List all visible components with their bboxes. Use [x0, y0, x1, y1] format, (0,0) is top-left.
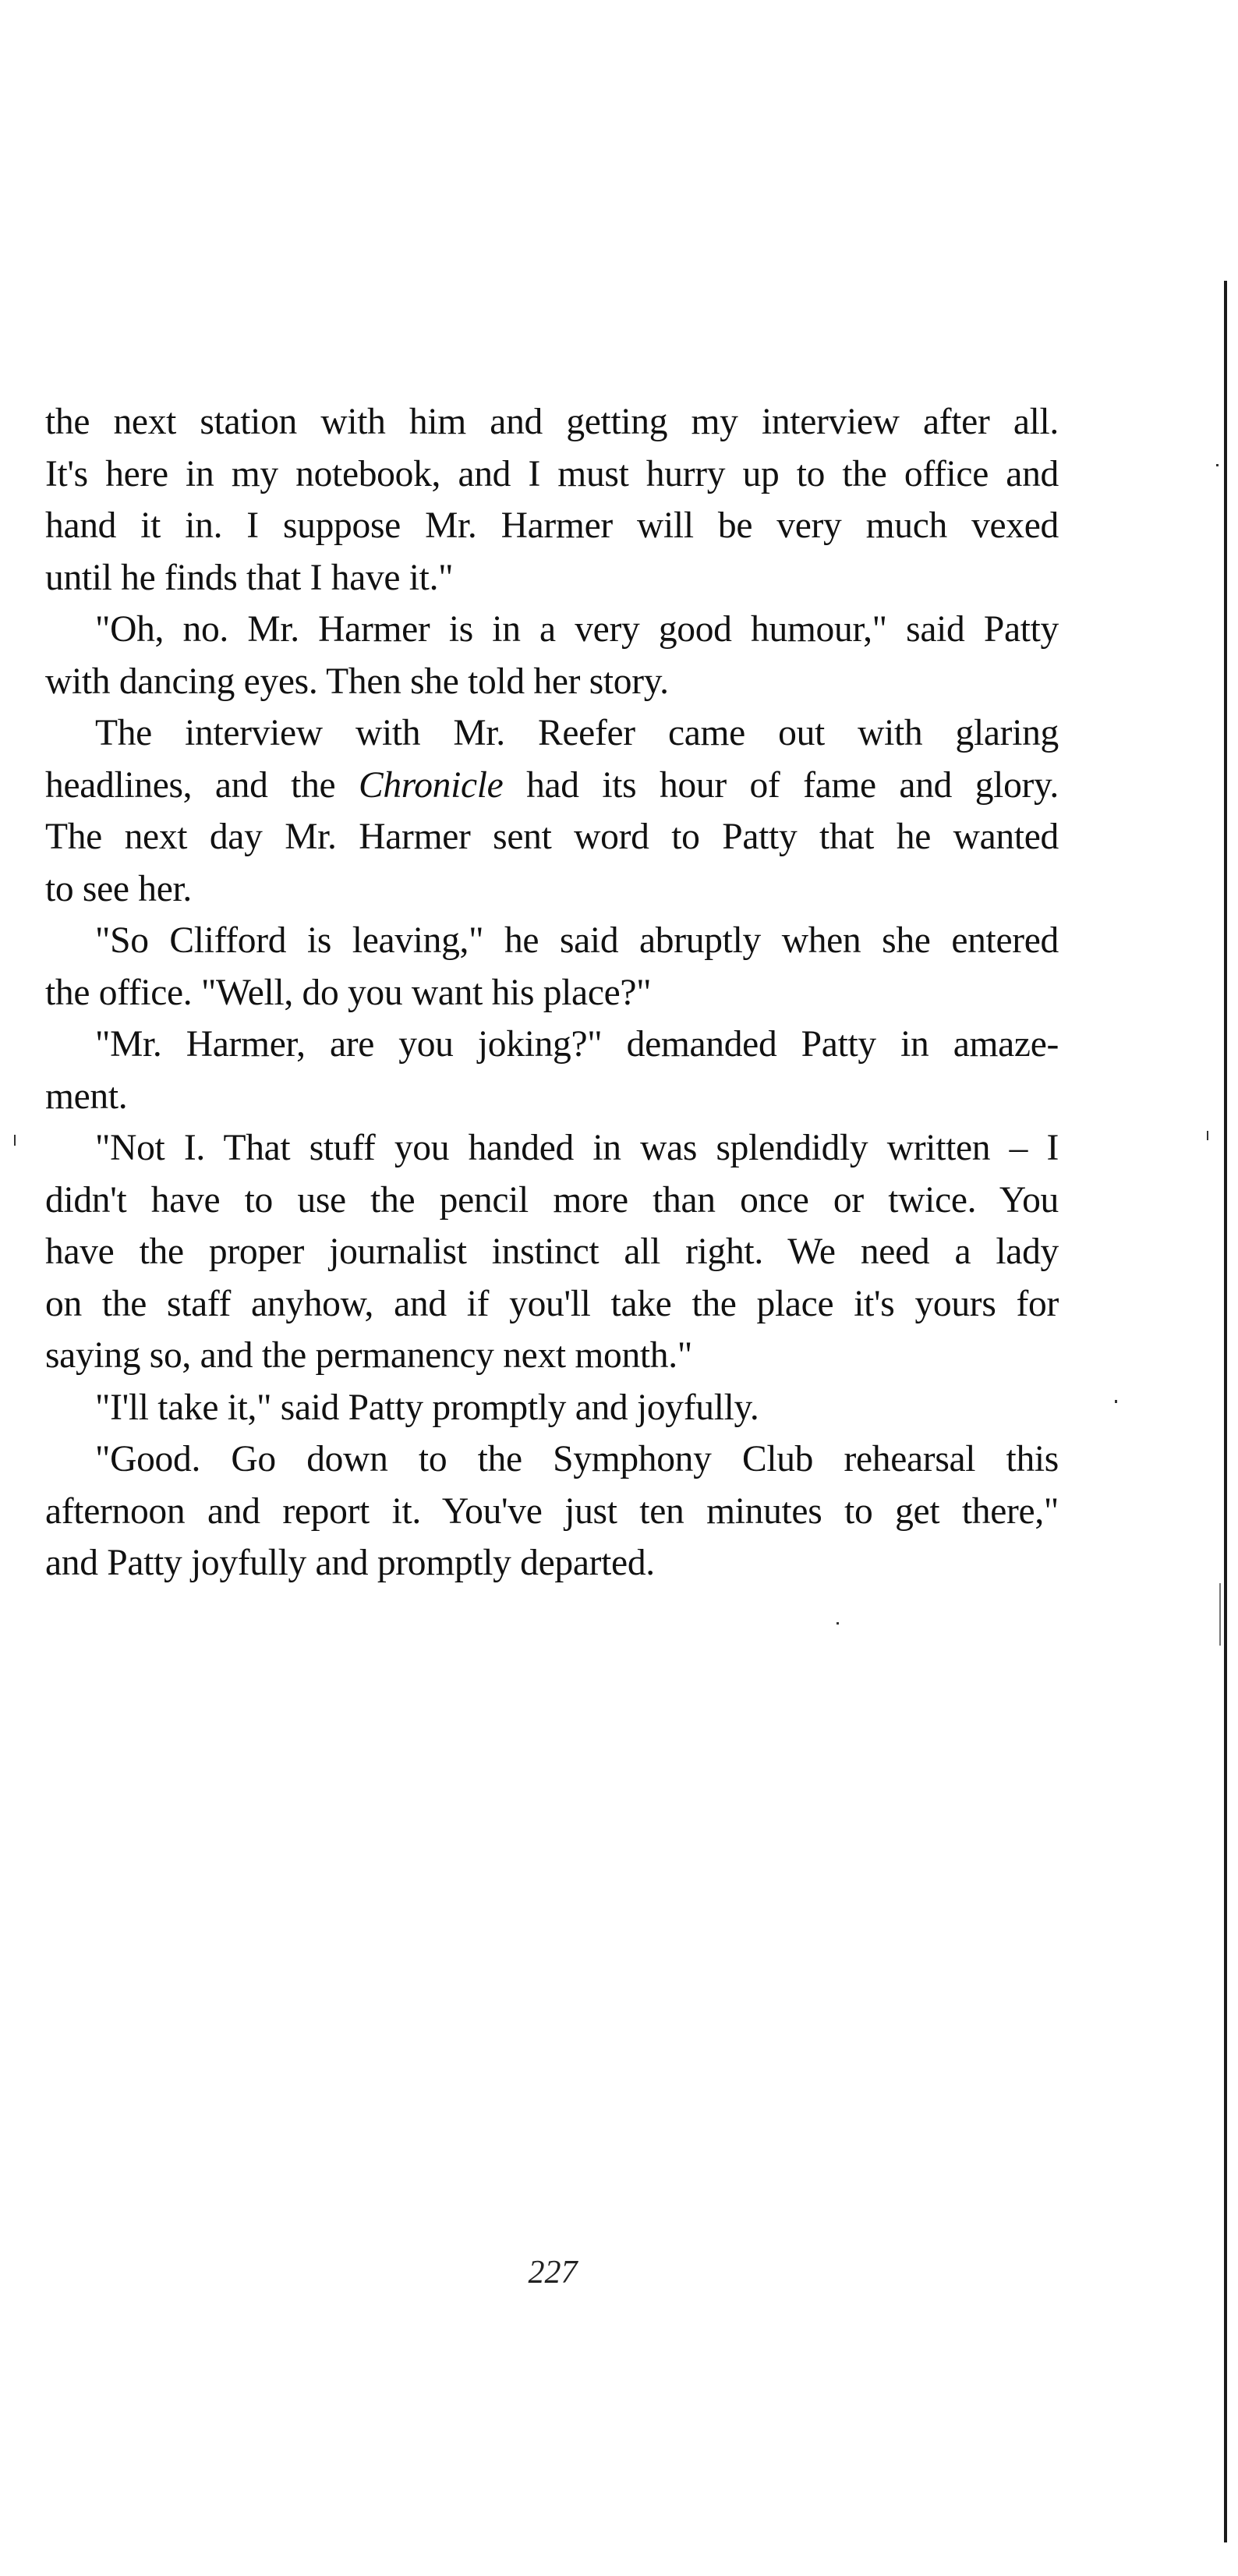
paragraph	[45, 1019, 1059, 1122]
text-line: hand it in. I suppose Mr. Harmer will be very much vexed	[45, 505, 1059, 546]
text-line: saying so, and the permanency next month."	[45, 1335, 692, 1376]
text-line: "I'll take it," said Patty promptly and joyfully.	[95, 1387, 759, 1428]
text-line: "Good. Go down to the Symphony Club rehearsal this	[95, 1439, 1059, 1479]
page-binding-edge	[1224, 281, 1227, 2542]
text-line: afternoon and report it. You've just ten minutes to get there,"	[45, 1490, 1059, 1532]
text-line: until he finds that I have it."	[45, 557, 454, 598]
scan-speck	[1207, 1131, 1208, 1140]
text-line: the office. "Well, do you want his place?"	[45, 972, 652, 1013]
paragraph	[45, 1382, 1059, 1434]
paragraph	[45, 915, 1059, 1019]
scan-speck	[837, 1622, 839, 1625]
text-line: "Not I. That stuff you handed in was splendidly written – I	[95, 1128, 1059, 1168]
text-line: with dancing eyes. Then she told her story.	[45, 661, 669, 702]
text-line: "Oh, no. Mr. Harmer is in a very good humour," said Patty	[95, 609, 1059, 650]
text-line: on the staff anyhow, and if you'll take the place it's yours for	[45, 1283, 1059, 1324]
page-binding-shadow	[1219, 1583, 1221, 1646]
page-number: 227	[528, 2255, 578, 2291]
paragraph	[45, 1433, 1059, 1589]
scan-speck	[1216, 464, 1219, 466]
paragraph	[45, 396, 1059, 604]
paragraph	[45, 604, 1059, 707]
text-line: headlines, and the Chronicle had its hour of fame and glory.	[45, 764, 1059, 806]
text-line: ment.	[45, 1075, 128, 1117]
scan-speck	[1115, 1400, 1117, 1403]
text-line: didn't have to use the pencil more than once or twice. You	[45, 1179, 1059, 1221]
text-line: "Mr. Harmer, are you joking?" demanded Patty in amaze-	[95, 1024, 1059, 1065]
text-line: The interview with Mr. Reefer came out with glaring	[95, 713, 1059, 753]
text-line: It's here in my notebook, and I must hurry up to the office and	[45, 453, 1059, 494]
text-line: to see her.	[45, 868, 192, 909]
text-line: have the proper journalist instinct all right. We need a lady	[45, 1231, 1059, 1272]
page-body-text	[45, 396, 1059, 1589]
text-line: the next station with him and getting my interview after all.	[45, 402, 1059, 442]
paragraph	[45, 707, 1059, 915]
text-line: "So Clifford is leaving," he said abruptly when she entered	[95, 920, 1059, 961]
paragraph	[45, 1122, 1059, 1382]
text-line: The next day Mr. Harmer sent word to Patty that he wanted	[45, 817, 1059, 857]
scan-speck	[14, 1135, 16, 1146]
text-line: and Patty joyfully and promptly departed.	[45, 1543, 655, 1583]
